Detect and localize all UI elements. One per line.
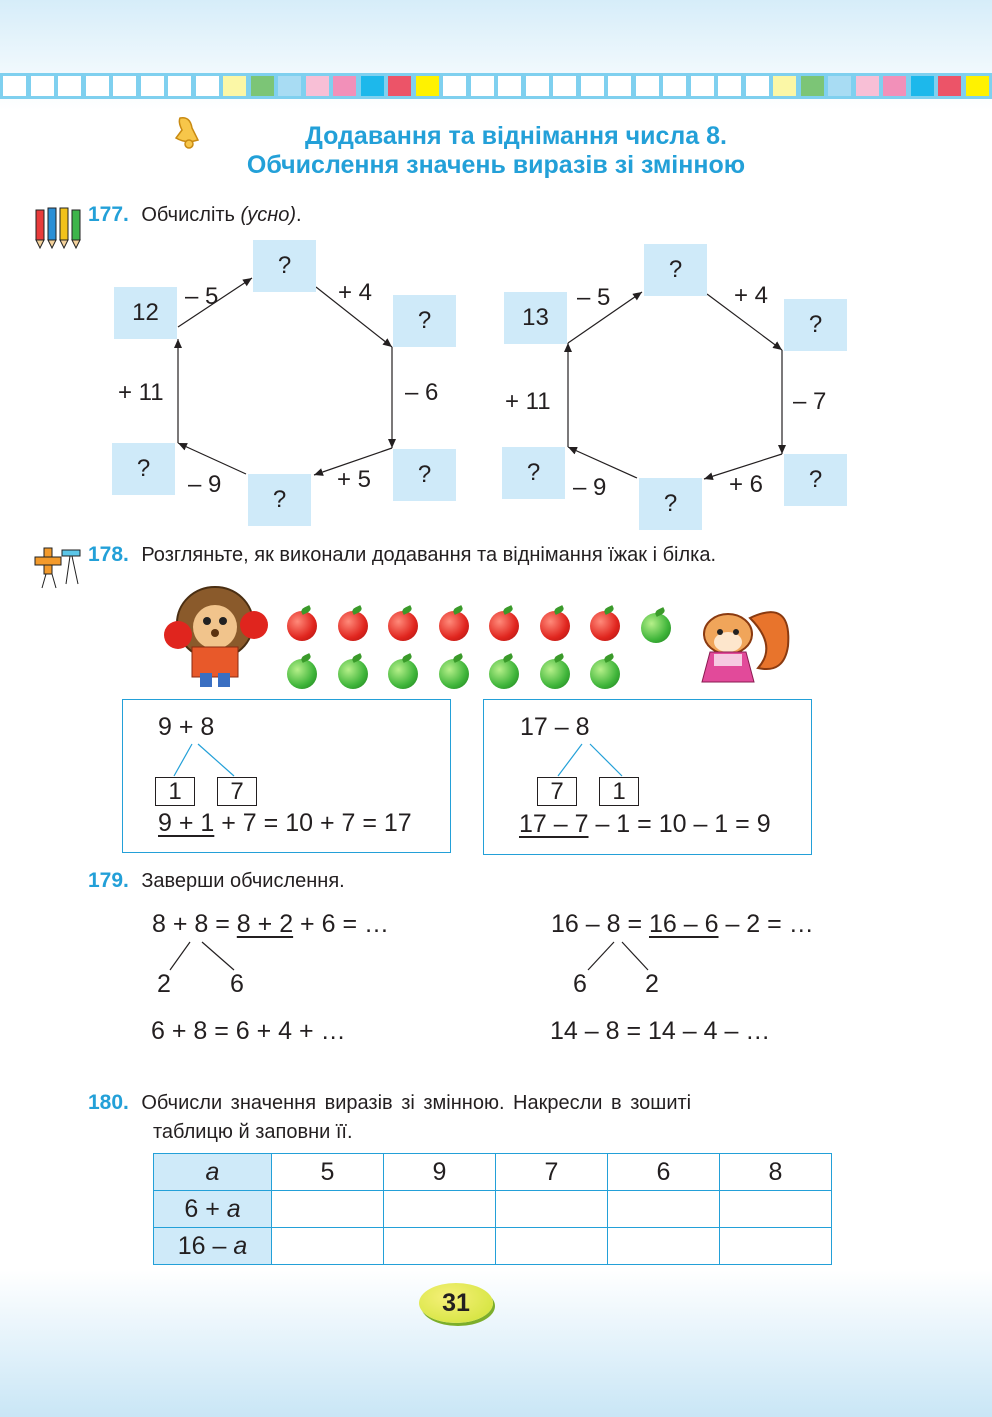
apple-leaf	[603, 605, 615, 615]
green-apple-icon	[590, 659, 620, 689]
ring1-answer-box[interactable]: ?	[112, 443, 175, 495]
exercise-179-heading	[88, 869, 345, 893]
table-empty-cell[interactable]	[496, 1191, 608, 1228]
ex179-left-split-lines	[160, 940, 260, 974]
table-empty-cell[interactable]	[384, 1191, 496, 1228]
apple-leaf	[351, 605, 363, 615]
exercise-180-text-line1: Обчисли значення виразів зі змінною. Накресли в зошиті	[141, 1092, 692, 1114]
ring1-op: + 11	[118, 379, 164, 406]
panel1-underlined-part: 9 + 1	[158, 809, 215, 837]
panel1-part-box: 7	[217, 777, 257, 806]
table-empty-cell[interactable]	[720, 1191, 832, 1228]
ring1-op: – 6	[405, 379, 439, 406]
apple-leaf	[401, 605, 413, 615]
red-apple-icon	[590, 611, 620, 641]
panel1-solution-line	[158, 809, 412, 838]
red-apple-icon	[489, 611, 519, 641]
apple-leaf	[502, 605, 514, 615]
exercise-178-number: 178.	[88, 543, 129, 566]
panel1-expression: 9 + 8	[158, 713, 215, 741]
panel2-part-box: 1	[599, 777, 639, 806]
ring2-op: + 6	[729, 471, 764, 498]
ex179-left-num: 6	[230, 970, 244, 998]
ex179-left-part-a: 8 + 8 =	[152, 910, 237, 938]
ring2-answer-box[interactable]: ?	[784, 299, 847, 351]
ex179-right-part-b: – 2 = …	[718, 910, 814, 938]
apple-leaf	[502, 653, 514, 663]
ex179-right-line1	[551, 910, 814, 939]
exercise-177-period: .	[295, 204, 302, 226]
apple-leaf	[300, 605, 312, 615]
panel2-solution-line	[519, 810, 771, 839]
ex179-left-line2: 6 + 8 = 6 + 4 + …	[151, 1017, 346, 1045]
ring1-op: – 5	[185, 283, 219, 310]
title-line-2: Обчислення значень виразів зі змінною	[246, 151, 746, 179]
hedgehog-illustration	[160, 583, 270, 698]
apple-leaf	[553, 605, 565, 615]
page-number: 31	[419, 1283, 493, 1323]
row1-var: a	[226, 1194, 241, 1223]
green-apple-icon	[338, 659, 368, 689]
panel2-split-lines	[520, 742, 650, 782]
exercise-180-text-line2: таблицю й заповни її.	[153, 1121, 353, 1143]
table-empty-cell[interactable]	[608, 1191, 720, 1228]
table-row	[154, 1228, 832, 1265]
panel1-part-box: 1	[155, 777, 195, 806]
red-apple-icon	[439, 611, 469, 641]
green-apple-icon	[641, 613, 671, 643]
table-value-cell: 7	[496, 1154, 608, 1191]
bottom-background	[0, 1270, 992, 1417]
table-empty-cell[interactable]	[272, 1228, 384, 1265]
row2-var: a	[233, 1231, 248, 1260]
ring1-op: + 4	[338, 279, 373, 306]
exercise-179-number: 179.	[88, 869, 129, 892]
table-empty-cell[interactable]	[496, 1228, 608, 1265]
ex179-left-num: 2	[157, 970, 171, 998]
ring1-answer-box[interactable]: ?	[393, 449, 456, 501]
apple-leaf	[553, 653, 565, 663]
row1-prefix: 6 +	[184, 1194, 227, 1223]
plus-minus-figure-icon	[32, 544, 84, 597]
ring2-answer-box[interactable]: ?	[502, 447, 565, 499]
red-apple-icon	[388, 611, 418, 641]
table-value-cell: 9	[384, 1154, 496, 1191]
row2-prefix: 16 –	[177, 1231, 234, 1260]
table-empty-cell[interactable]	[720, 1228, 832, 1265]
table-empty-cell[interactable]	[272, 1191, 384, 1228]
ex179-right-split-lines	[580, 940, 680, 974]
red-apple-icon	[338, 611, 368, 641]
ring2-answer-box[interactable]: ?	[784, 454, 847, 506]
ring1-start-value: 12	[114, 287, 177, 339]
panel1-rest: + 7 = 10 + 7 = 17	[214, 809, 412, 837]
exercise-178-heading	[88, 543, 716, 567]
ex179-left-part-b: + 6 = …	[293, 910, 389, 938]
apple-leaf	[452, 653, 464, 663]
ring2-op: + 11	[505, 388, 551, 415]
panel2-expression: 17 – 8	[520, 713, 590, 741]
exercise-180-heading	[88, 1091, 850, 1115]
table-value-cell: 8	[720, 1154, 832, 1191]
green-apple-icon	[489, 659, 519, 689]
panel2-part-box: 7	[537, 777, 577, 806]
ex179-right-underlined: 16 – 6	[649, 910, 719, 938]
ring2-op: – 5	[577, 284, 611, 311]
exercise-177-text: Обчисліть	[141, 204, 241, 226]
ex179-right-line2: 14 – 8 = 14 – 4 – …	[550, 1017, 771, 1045]
ex179-left-underlined: 8 + 2	[236, 910, 294, 938]
ring2-op: – 9	[573, 474, 607, 501]
ring1-answer-box[interactable]: ?	[248, 474, 311, 526]
green-apple-icon	[287, 659, 317, 689]
apple-leaf	[351, 653, 363, 663]
values-table	[153, 1153, 832, 1265]
apple-leaf	[654, 607, 666, 617]
table-row-header	[154, 1228, 272, 1265]
exercise-179-text: Заверши обчислення.	[141, 870, 345, 892]
table-row	[154, 1154, 832, 1191]
green-apple-icon	[388, 659, 418, 689]
red-apple-icon	[287, 611, 317, 641]
apple-leaf	[300, 653, 312, 663]
ex179-right-part-a: 16 – 8 =	[551, 910, 649, 938]
table-empty-cell[interactable]	[608, 1228, 720, 1265]
red-apple-icon	[540, 611, 570, 641]
panel2-underlined-part: 17 – 7	[519, 810, 589, 838]
ring2-start-value: 13	[504, 292, 567, 344]
ring2-answer-box[interactable]: ?	[639, 478, 702, 530]
table-empty-cell[interactable]	[384, 1228, 496, 1265]
table-value-cell: 6	[608, 1154, 720, 1191]
ring2-answer-box[interactable]: ?	[644, 244, 707, 296]
variable-a: a	[205, 1157, 220, 1186]
exercise-180-number: 180.	[88, 1091, 129, 1114]
table-row-header	[154, 1191, 272, 1228]
panel2-rest: – 1 = 10 – 1 = 9	[588, 810, 771, 838]
squirrel-illustration	[688, 598, 798, 699]
apple-leaf	[452, 605, 464, 615]
table-header-cell	[154, 1154, 272, 1191]
green-apple-icon	[439, 659, 469, 689]
apple-leaf	[603, 653, 615, 663]
table-value-cell: 5	[272, 1154, 384, 1191]
ring2-op: – 7	[793, 388, 827, 415]
apple-leaf	[401, 653, 413, 663]
table-row	[154, 1191, 832, 1228]
exercise-177-number: 177.	[88, 203, 129, 226]
exercise-178-text: Розгляньте, як виконали додавання та віднімання їжак і білка.	[141, 544, 717, 566]
ring1-answer-box[interactable]: ?	[393, 295, 456, 347]
panel1-split-lines	[150, 742, 270, 782]
ex179-right-num: 6	[573, 970, 587, 998]
ring1-op: + 5	[337, 466, 372, 493]
title-line-1: Додавання та віднімання числа 8.	[305, 122, 727, 150]
ring1-op: – 9	[188, 471, 222, 498]
green-apple-icon	[540, 659, 570, 689]
ex179-right-num: 2	[645, 970, 659, 998]
ring2-op: + 4	[734, 282, 769, 309]
exercise-177-hint: (усно)	[240, 204, 296, 226]
ring1-answer-box[interactable]: ?	[253, 240, 316, 292]
ex179-left-line1	[152, 910, 389, 939]
